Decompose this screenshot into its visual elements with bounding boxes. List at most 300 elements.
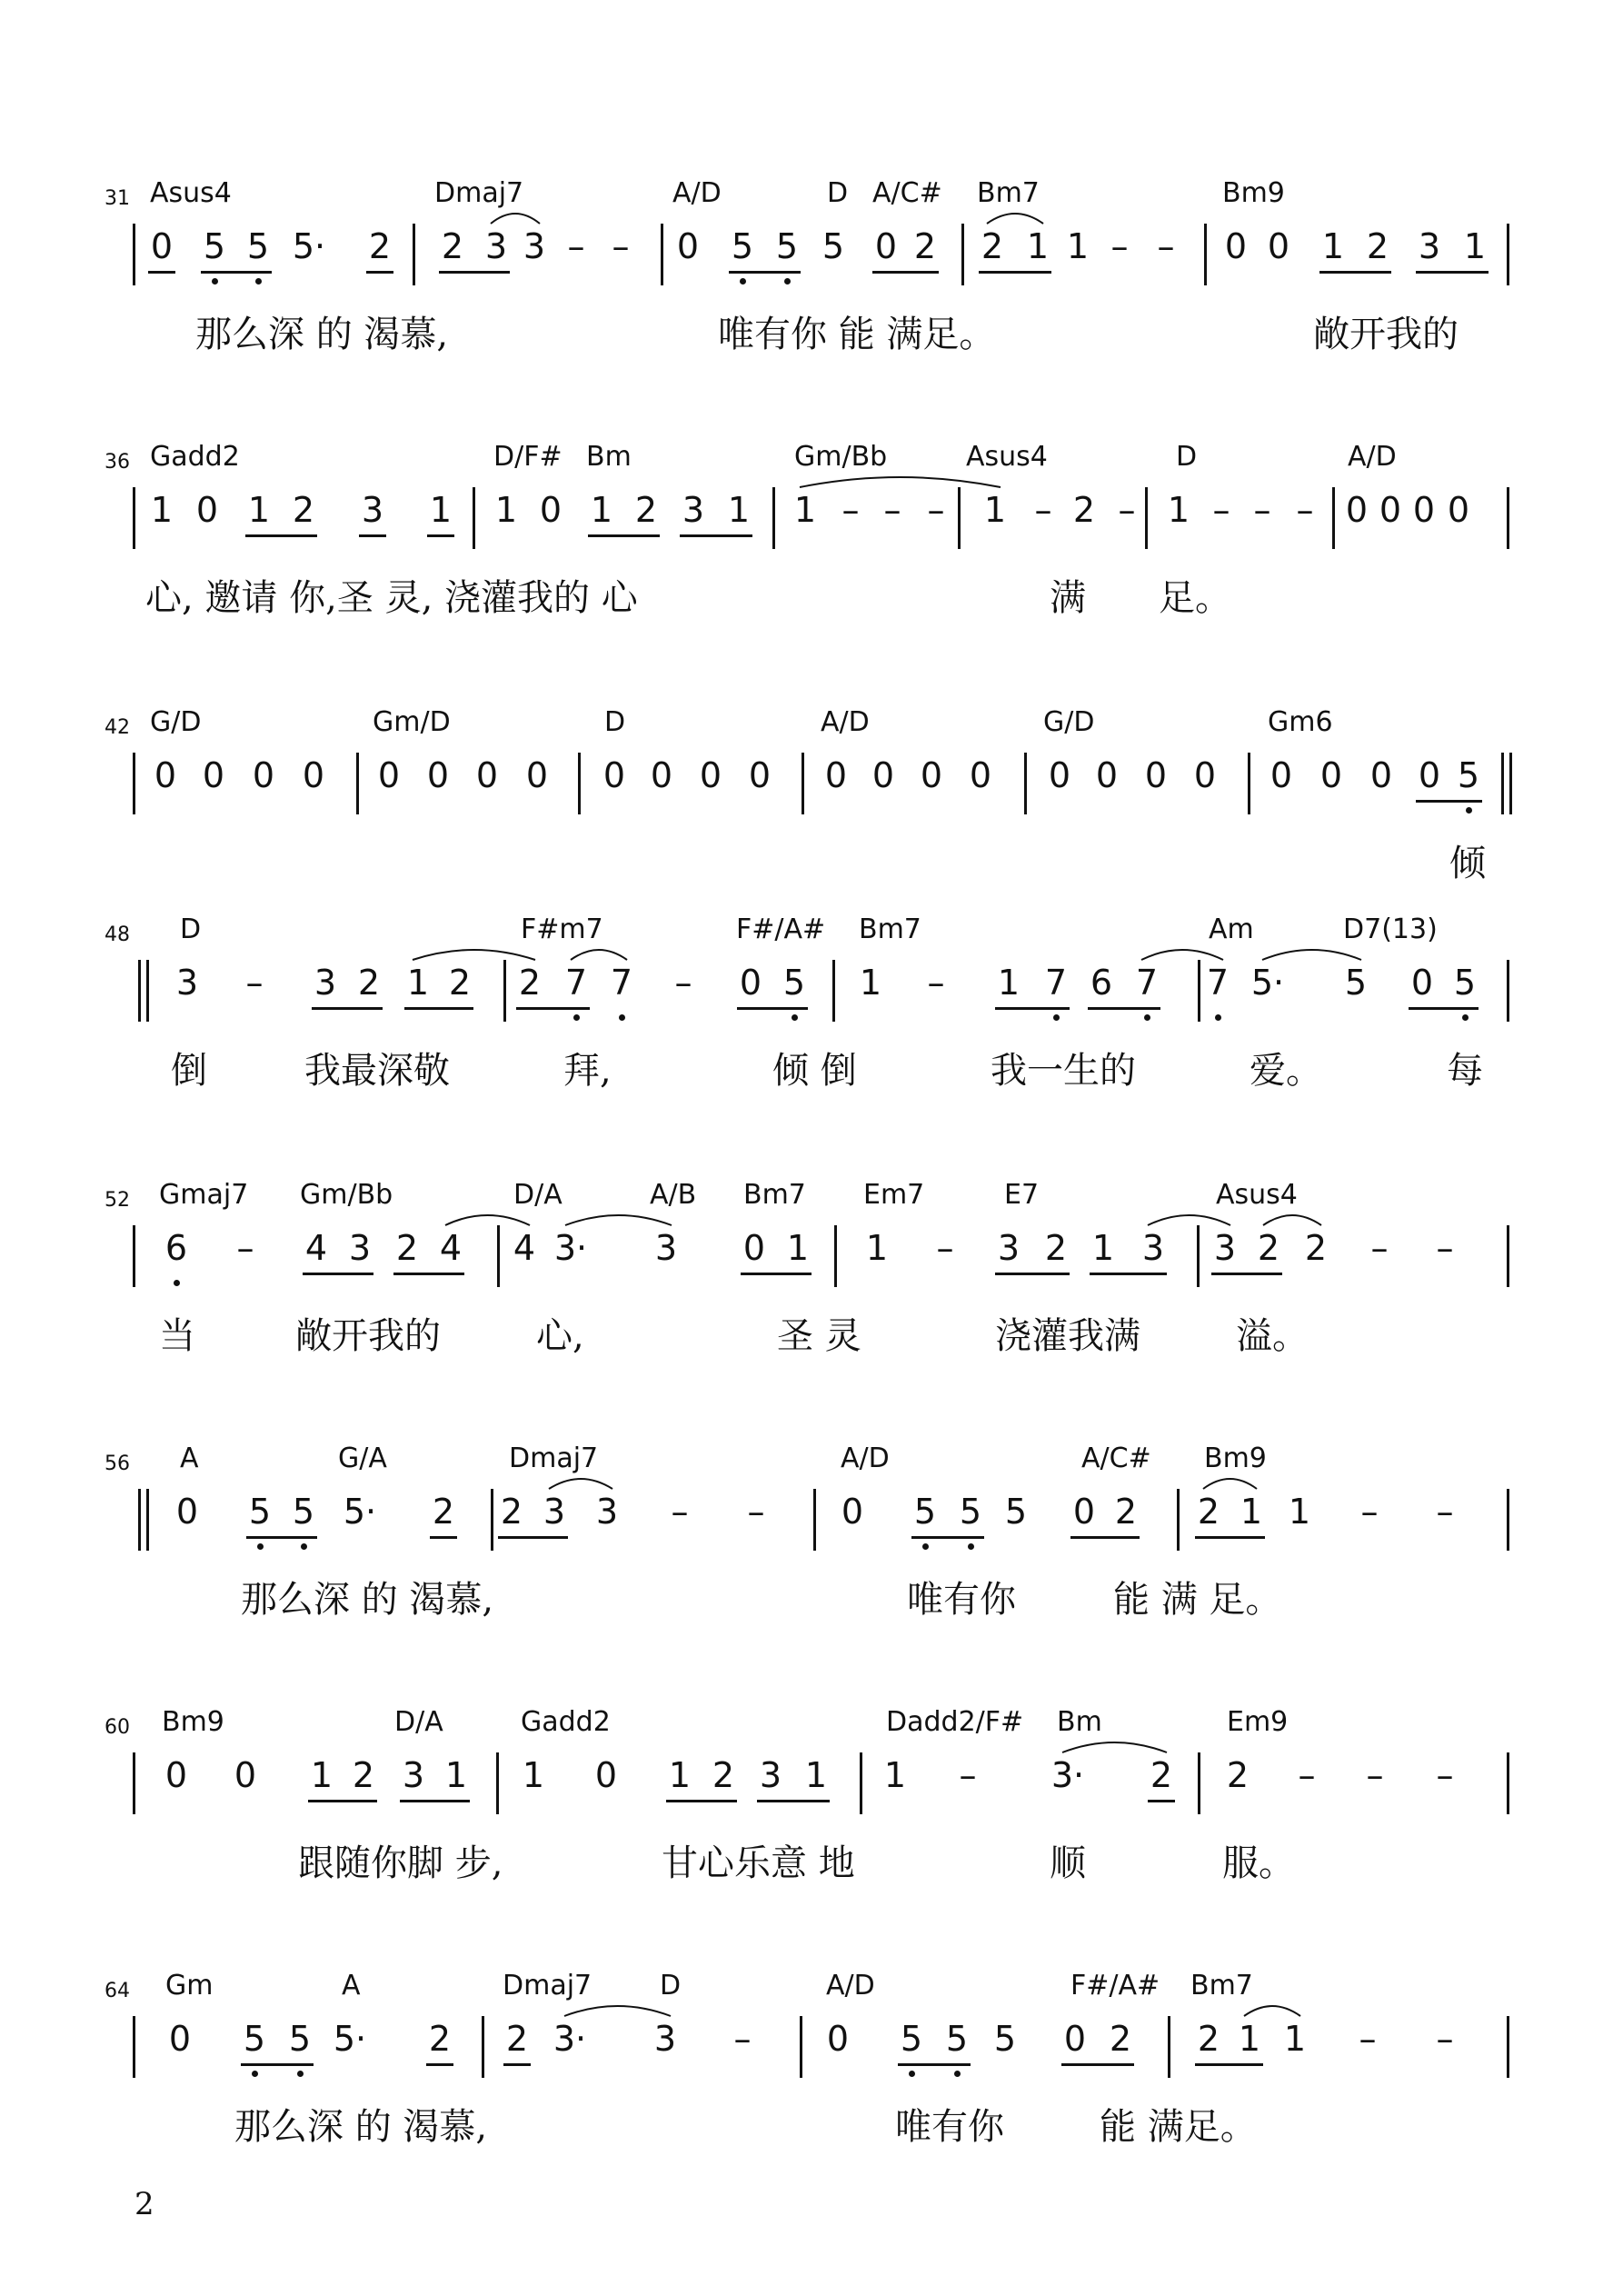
note-digit: 2 (1044, 1228, 1068, 1268)
chord-symbol: Gm6 (1268, 706, 1333, 738)
lyric-line: 能 满 足。 (1113, 1579, 1282, 1621)
dash-extension: – (936, 1228, 954, 1268)
tie-arc (1263, 1215, 1321, 1225)
note-digit: 3 (997, 1228, 1021, 1268)
dash-extension: – (1436, 2019, 1454, 2059)
bar-line (146, 1489, 149, 1551)
chord-symbol: Bm9 (1222, 177, 1285, 209)
beam-underline (430, 1536, 457, 1539)
dash-extension: – (927, 490, 945, 530)
note-digit: 1 (786, 1228, 810, 1268)
note-digit: 0 (1410, 963, 1434, 1003)
lyric-line: 拜, (563, 1050, 612, 1092)
note-digit: 0 (1267, 226, 1290, 266)
note-digit: 0 (164, 1755, 188, 1795)
lower-octave-dot (1466, 807, 1472, 814)
bar-line (772, 487, 775, 549)
note-digit: 3 (1418, 226, 1441, 266)
lyric-line: 圣 灵 (777, 1315, 861, 1357)
bar-line (138, 960, 141, 1022)
note-digit: 0 (1144, 755, 1168, 795)
tie-arc (1148, 1215, 1230, 1225)
chord-symbol: A/C# (1081, 1442, 1151, 1474)
lyric-line: 心, (536, 1315, 584, 1357)
chord-symbol: Bm9 (162, 1706, 224, 1738)
bar-line (1197, 1225, 1200, 1287)
bar-line (356, 753, 359, 814)
beam-underline (911, 1536, 984, 1539)
chord-symbol: G/D (150, 706, 202, 738)
note-digit: 2 (352, 1755, 375, 1795)
beam-underline (359, 534, 386, 537)
note-digit: 5 (1344, 963, 1368, 1003)
note-digit: 2 (1150, 1755, 1173, 1795)
note-digit: 2 (292, 490, 315, 530)
note-digit: 3 (361, 490, 384, 530)
bar-line (1507, 1225, 1509, 1287)
tie-arc (413, 950, 535, 960)
note-digit: 5· (333, 2019, 367, 2059)
note-digit: 2 (1197, 2019, 1220, 2059)
tie-arc (1244, 2006, 1300, 2016)
chord-symbol: Asus4 (150, 177, 232, 209)
beam-underline (427, 534, 454, 537)
note-digit: 3 (402, 1755, 425, 1795)
note-digit: 7 (610, 963, 633, 1003)
note-digit: 4 (513, 1228, 536, 1268)
lower-octave-dot (301, 1543, 307, 1550)
bar-line (1177, 1489, 1180, 1551)
tie-arc (800, 477, 1001, 487)
note-digit: 5 (775, 226, 799, 266)
dash-extension: – (1118, 490, 1136, 530)
system-52 (0, 1163, 1623, 1382)
note-digit: 0 (739, 963, 762, 1003)
note-digit: 1 (1283, 2019, 1307, 2059)
system-60 (0, 1691, 1623, 1909)
beam-underline (503, 2063, 531, 2066)
note-digit: 1 (1321, 226, 1345, 266)
chord-symbol: Dmaj7 (509, 1442, 599, 1474)
note-digit: 0 (1095, 755, 1119, 795)
lower-octave-dot (257, 1543, 264, 1550)
note-digit: 5 (945, 2019, 969, 2059)
beam-underline (757, 1800, 830, 1802)
note-digit: 4 (304, 1228, 328, 1268)
note-digit: 0 (475, 755, 499, 795)
beam-underline (872, 271, 939, 274)
lyric-line: 那么深 的 渴慕, (234, 2106, 488, 2148)
chord-symbol: Gmaj7 (159, 1179, 249, 1211)
beam-underline (1090, 1273, 1167, 1275)
note-digit: 0 (650, 755, 673, 795)
lower-octave-dot (784, 278, 791, 285)
note-digit: 0 (202, 755, 225, 795)
note-digit: 0 (841, 1492, 864, 1532)
note-digit: 5 (731, 226, 754, 266)
chord-symbol: Bm (586, 441, 632, 473)
beam-underline (312, 1007, 383, 1010)
beam-underline (498, 1536, 568, 1539)
lower-octave-dot (909, 2071, 915, 2077)
note-digit: 0 (1379, 490, 1402, 530)
lower-octave-dot (968, 1543, 974, 1550)
chord-symbol: D (604, 706, 626, 738)
lyric-line: 爱。 (1250, 1050, 1322, 1092)
note-digit: 1 (494, 490, 518, 530)
lyric-line: 能 满足。 (1100, 2106, 1257, 2148)
chord-symbol: G/A (338, 1442, 387, 1474)
note-digit: 7 (564, 963, 588, 1003)
lyric-line: 足。 (1159, 577, 1231, 619)
note-digit: 0 (1418, 755, 1441, 795)
lower-octave-dot (1053, 1014, 1060, 1021)
lyric-line: 我最深敬 (304, 1050, 450, 1092)
tie-arc (445, 1215, 530, 1225)
measure-number: 64 (105, 1980, 130, 2002)
beam-underline (366, 271, 393, 274)
note-digit: 5· (343, 1492, 377, 1532)
chord-symbol: Am (1209, 913, 1254, 945)
beam-underline (1195, 2063, 1263, 2066)
chord-symbol: D (1176, 441, 1198, 473)
measure-number: 48 (105, 923, 130, 946)
beam-underline (680, 534, 752, 537)
note-digit: 3 (653, 2019, 677, 2059)
note-digit: 1 (590, 490, 613, 530)
note-digit: 5 (292, 1492, 315, 1532)
dash-extension: – (236, 1228, 254, 1268)
note-digit: 1 (1167, 490, 1190, 530)
lyric-line: 跟随你脚 步, (298, 1842, 503, 1884)
bar-line (834, 1225, 837, 1287)
lyric-line: 唯有你 (895, 2106, 1004, 2148)
note-digit: 7 (1135, 963, 1159, 1003)
chord-symbol: Bm7 (743, 1179, 806, 1211)
lyric-line: 浇灌我满 (995, 1315, 1140, 1357)
note-digit: 7 (1206, 963, 1230, 1003)
lyric-line: 每 (1447, 1050, 1483, 1092)
note-digit: 5 (246, 226, 270, 266)
lower-octave-dot (954, 2071, 961, 2077)
chord-symbol: Gm/Bb (794, 441, 888, 473)
note-digit: 3 (523, 226, 546, 266)
chord-symbol: Gm/Bb (300, 1179, 393, 1211)
bar-line (497, 1225, 500, 1287)
dash-extension: – (959, 1755, 977, 1795)
note-digit: 3 (1141, 1228, 1165, 1268)
note-digit: 2 (1197, 1492, 1220, 1532)
note-digit: 3· (1050, 1755, 1085, 1795)
beam-underline (979, 271, 1051, 274)
note-digit: 5 (1004, 1492, 1028, 1532)
note-digit: 3· (553, 2019, 587, 2059)
note-digit: 2 (500, 1492, 523, 1532)
note-digit: 5 (243, 2019, 266, 2059)
tie-arc (549, 1479, 612, 1489)
note-digit: 1 (1463, 226, 1487, 266)
bar-line (503, 960, 506, 1022)
note-digit: 3 (348, 1228, 372, 1268)
lower-octave-dot (922, 1543, 929, 1550)
note-digit: 3 (595, 1492, 619, 1532)
lyric-line: 当 (159, 1315, 195, 1357)
dash-extension: – (927, 963, 945, 1003)
bar-line (813, 1489, 816, 1551)
chord-symbol: F#/A# (1070, 1970, 1160, 2002)
note-digit: 1 (1240, 1492, 1263, 1532)
dash-extension: – (612, 226, 630, 266)
lyric-line: 敞开我的 (295, 1315, 441, 1357)
bar-line (961, 224, 964, 285)
tie-arc (1062, 1742, 1167, 1752)
note-digit: 1 (883, 1755, 907, 1795)
beam-underline (246, 1536, 317, 1539)
system-48 (0, 898, 1623, 1116)
bar-line (496, 1752, 499, 1814)
note-digit: 6 (164, 1228, 188, 1268)
lower-octave-dot (252, 2071, 258, 2077)
beam-underline (439, 271, 510, 274)
system-64 (0, 1954, 1623, 2172)
note-digit: 1 (727, 490, 751, 530)
lyric-line: 唯有你 能 满足。 (718, 314, 996, 355)
note-digit: 3 (543, 1492, 566, 1532)
note-digit: 2 (428, 2019, 452, 2059)
measure-number: 52 (105, 1189, 130, 1212)
bar-line (1507, 1752, 1509, 1814)
lyric-line: 倾 (1449, 843, 1486, 884)
chord-symbol: Bm9 (1204, 1442, 1267, 1474)
beam-underline (741, 1273, 812, 1275)
bar-line (860, 1752, 862, 1814)
measure-number: 36 (105, 451, 130, 474)
note-digit: 0 (748, 755, 772, 795)
beam-underline (308, 1800, 377, 1802)
note-digit: 7 (1044, 963, 1068, 1003)
note-digit: 1 (793, 490, 817, 530)
note-digit: 3 (1213, 1228, 1237, 1268)
note-digit: 2 (1304, 1228, 1328, 1268)
chord-symbol: Gm (165, 1970, 214, 2002)
note-digit: 2 (1109, 2019, 1132, 2059)
note-digit: 0 (252, 755, 275, 795)
note-digit: 2 (1366, 226, 1389, 266)
note-digit: 5 (959, 1492, 982, 1532)
beam-underline (1416, 271, 1489, 274)
dash-extension: – (1298, 1755, 1316, 1795)
chord-symbol: D (180, 913, 202, 945)
chord-symbol: D/F# (493, 441, 563, 473)
bar-line (1509, 753, 1512, 814)
chord-symbol: A/C# (872, 177, 942, 209)
note-digit: 1 (1238, 2019, 1261, 2059)
note-digit: 0 (377, 755, 401, 795)
dash-extension: – (1360, 1492, 1379, 1532)
note-digit: 1 (429, 490, 453, 530)
bar-line (1507, 487, 1509, 549)
note-digit: 2 (441, 226, 464, 266)
note-digit: 1 (859, 963, 882, 1003)
note-digit: 5· (1250, 963, 1285, 1003)
bar-line (473, 487, 475, 549)
dash-extension: – (1366, 1755, 1384, 1795)
tie-arc (1262, 950, 1361, 960)
lyric-line: 敞开我的 (1313, 314, 1459, 355)
system-31 (0, 162, 1623, 380)
note-digit: 0 (168, 2019, 192, 2059)
lower-octave-dot (297, 2071, 304, 2077)
note-digit: 2 (1114, 1492, 1138, 1532)
note-digit: 1 (150, 490, 174, 530)
beam-underline (303, 1273, 373, 1275)
bar-line (1507, 960, 1509, 1022)
beam-underline (995, 1007, 1070, 1010)
beam-underline (666, 1800, 737, 1802)
note-digit: 0 (1412, 490, 1436, 530)
bar-line (1204, 224, 1207, 285)
note-digit: 2 (395, 1228, 419, 1268)
system-56 (0, 1427, 1623, 1645)
note-digit: 2 (518, 963, 542, 1003)
note-digit: 0 (1270, 755, 1293, 795)
lower-octave-dot (1215, 1014, 1221, 1021)
dash-extension: – (567, 226, 585, 266)
chord-symbol: A (180, 1442, 199, 1474)
bar-line (1507, 224, 1509, 285)
note-digit: 3 (484, 226, 508, 266)
bar-line (800, 2016, 802, 2078)
note-digit: 5 (1453, 963, 1477, 1003)
chord-symbol: A (342, 1970, 361, 2002)
note-digit: 5 (203, 226, 226, 266)
note-digit: 3 (759, 1755, 782, 1795)
note-digit: 3 (654, 1228, 678, 1268)
bar-line (958, 487, 961, 549)
note-digit: 1 (668, 1755, 692, 1795)
note-digit: 0 (969, 755, 992, 795)
note-digit: 0 (1447, 490, 1470, 530)
lower-octave-dot (1462, 1014, 1469, 1021)
beam-underline (241, 2063, 314, 2066)
chord-symbol: D (827, 177, 849, 209)
dash-extension: – (1359, 2019, 1377, 2059)
note-digit: 0 (824, 755, 848, 795)
bar-line (413, 224, 415, 285)
chord-symbol: A/B (650, 1179, 697, 1211)
note-digit: 1 (1091, 1228, 1115, 1268)
note-digit: 6 (1090, 963, 1113, 1003)
beam-underline (995, 1273, 1070, 1275)
bar-line (1024, 753, 1027, 814)
chord-symbol: D/A (513, 1179, 563, 1211)
bar-line (1145, 487, 1148, 549)
note-digit: 0 (539, 490, 563, 530)
note-digit: 3 (314, 963, 337, 1003)
beam-underline (1319, 271, 1391, 274)
note-digit: 1 (983, 490, 1007, 530)
beam-underline (588, 534, 660, 537)
note-digit: 0 (426, 755, 450, 795)
chord-symbol: Bm7 (977, 177, 1040, 209)
beam-underline (1195, 1536, 1265, 1539)
chord-symbol: Em7 (863, 1179, 925, 1211)
beam-underline (1416, 800, 1482, 803)
note-digit: 2 (712, 1755, 735, 1795)
beam-underline (148, 271, 175, 274)
dash-extension: – (1370, 1228, 1389, 1268)
note-digit: 0 (1345, 490, 1369, 530)
beam-underline (400, 1800, 470, 1802)
note-digit: 1 (865, 1228, 889, 1268)
note-digit: 0 (871, 755, 895, 795)
beam-underline (201, 271, 272, 274)
lower-octave-dot (573, 1014, 580, 1021)
note-digit: 5· (292, 226, 326, 266)
beam-underline (245, 534, 317, 537)
bar-line (133, 753, 135, 814)
chord-symbol: Asus4 (1216, 1179, 1298, 1211)
beam-underline (1148, 1800, 1175, 1802)
dash-extension: – (1296, 490, 1314, 530)
dash-extension: – (1110, 226, 1129, 266)
beam-underline (516, 1007, 590, 1010)
chord-symbol: Dmaj7 (503, 1970, 592, 2002)
chord-symbol: F#/A# (736, 913, 826, 945)
note-digit: 4 (439, 1228, 463, 1268)
page-number: 2 (134, 2186, 154, 2222)
lower-octave-dot (619, 1014, 625, 1021)
chord-symbol: D/A (394, 1706, 443, 1738)
bar-line (133, 224, 135, 285)
note-digit: 1 (444, 1755, 468, 1795)
measure-number: 56 (105, 1452, 130, 1475)
tie-arc (565, 1215, 672, 1225)
system-36 (0, 425, 1623, 644)
chord-symbol: Gadd2 (150, 441, 240, 473)
note-digit: 0 (1319, 755, 1343, 795)
bar-line (802, 753, 804, 814)
lower-octave-dot (792, 1014, 798, 1021)
chord-symbol: G/D (1043, 706, 1095, 738)
beam-underline (1211, 1273, 1282, 1275)
note-digit: 0 (150, 226, 174, 266)
dash-extension: – (733, 2019, 752, 2059)
note-digit: 0 (154, 755, 177, 795)
note-digit: 1 (310, 1755, 334, 1795)
chord-symbol: A/D (821, 706, 870, 738)
lyric-line: 倒 (171, 1050, 207, 1092)
lyric-line: 那么深 的 渴慕, (195, 314, 449, 355)
bar-line (138, 1489, 141, 1551)
beam-underline (404, 1007, 473, 1010)
note-digit: 3· (553, 1228, 588, 1268)
beam-underline (1088, 1007, 1160, 1010)
note-digit: 0 (1193, 755, 1217, 795)
note-digit: 0 (1063, 2019, 1087, 2059)
note-digit: 0 (699, 755, 722, 795)
note-digit: 0 (525, 755, 549, 795)
dash-extension: – (1436, 1228, 1454, 1268)
chord-symbol: D (660, 1970, 682, 2002)
note-digit: 0 (1048, 755, 1071, 795)
bar-line (133, 2016, 135, 2078)
measure-number: 60 (105, 1716, 130, 1739)
dash-extension: – (1436, 1755, 1454, 1795)
lyric-line: 满 (1050, 577, 1086, 619)
beam-underline (393, 1273, 464, 1275)
beam-underline (737, 1007, 808, 1010)
